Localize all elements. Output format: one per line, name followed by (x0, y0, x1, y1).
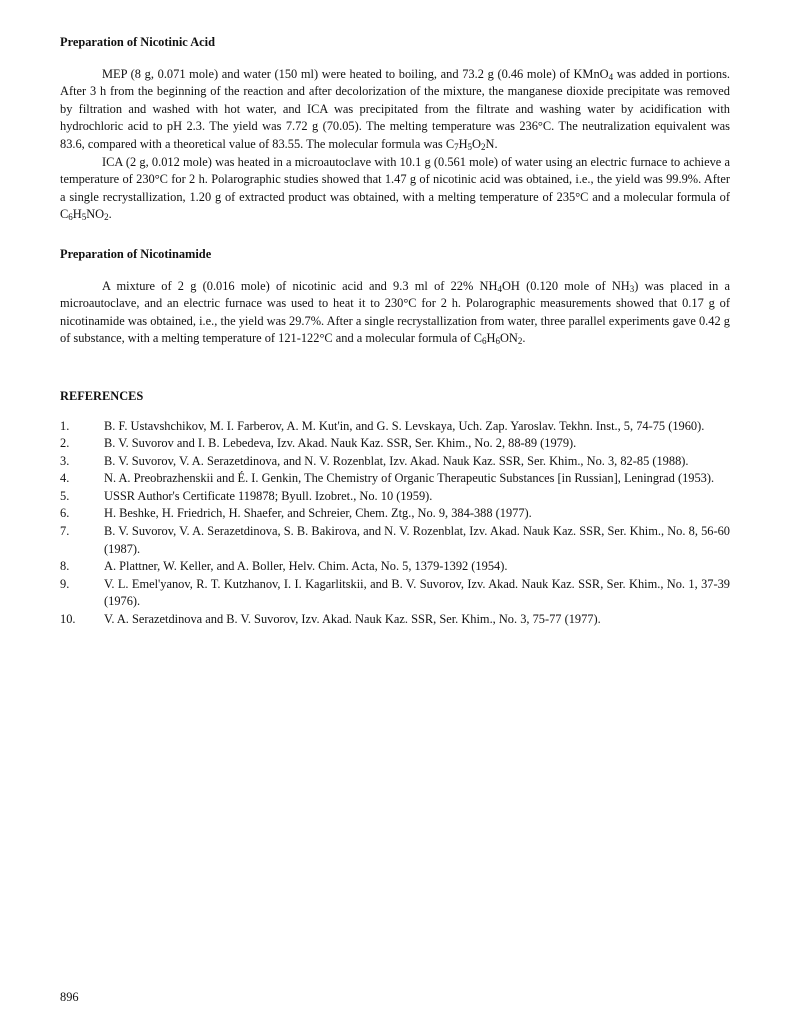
page-number: 896 (60, 990, 79, 1004)
reference-text: V. A. Serazetdinova and B. V. Suvorov, Izv. Akad. Nauk Kaz. SSR, Ser. Khim., No. 3, 75-77 (1977). (104, 612, 601, 627)
reference-text: B. V. Suvorov, V. A. Serazetdinova, S. B. Bakirova, and N. V. Rozenblat, Izv. Akad. Nauk Kaz. SSR, Ser. Khim., No. 8, 56-60 (1987). (104, 524, 730, 556)
reference-text: B. V. Suvorov, V. A. Serazetdinova, and N. V. Rozenblat, Izv. Akad. Nauk Kaz. SSR, Ser. Khim., No. 3, 82-85 (1988). (104, 453, 689, 468)
paragraph: MEP (8 g, 0.071 mole) and water (150 ml) were heated to boiling, and 73.2 g (0.46 mole) of KMnO$_4$ was added in portions. After 3 h from the beginning of the reaction and after decolorization of the mixture, the manganese dioxide precipitate was removed by filtration and washed with hot water, and ICA was precipitated from the filtrate and washing water by acidification with hydrochloric acid to pH 2.3. The yield was 7.72 g (70.05). The melting temperature was 236°C. The neutralization equivalent was 83.6, compared with a theoretical value of 83.55. The molecular formula was $C_7H_5O_2N$. (60, 66, 730, 152)
section-heading: Preparation of Nicotinic Acid (60, 35, 215, 49)
reference-item (60, 576, 730, 611)
reference-number: 6. (60, 506, 70, 521)
reference-item (60, 505, 730, 523)
reference-item (60, 611, 730, 629)
references-heading: REFERENCES (60, 388, 144, 403)
reference-text: N. A. Preobrazhenskii and É. I. Genkin, The Chemistry of Organic Therapeutic Substances [in Russian], Leningrad (1953). (104, 471, 715, 486)
section-nicotinamide (60, 246, 730, 348)
paragraph: ICA (2 g, 0.012 mole) was heated in a microautoclave with 10.1 g (0.561 mole) of water using an electric furnace to achieve a temperature of 230°C for 2 h. Polarographic studies showed that 1.47 g of nicotinic acid was obtained, i.e., the yield was 99.9%. After a single recrystallization, 1.20 g of extracted product was obtained, with a melting temperature of 235°C and a molecular formula of $C_6H_5NO_2$. (60, 154, 730, 223)
reference-text: A. Plattner, W. Keller, and A. Boller, Helv. Chim. Acta, No. 5, 1379-1392 (1954). (104, 559, 508, 574)
reference-number: 10. (60, 612, 76, 627)
paragraph: A mixture of 2 g (0.016 mole) of nicotinic acid and 9.3 ml of 22% $NH_4OH$ (0.120 mole of $NH_3$) was placed in a microautoclave, and an electric furnace was used to heat it to 230°C for 2 h. Polarographic measurements showed that 0.17 g of nicotinamide was obtained, i.e., the yield was 29.7%. After a single recrystallization from water, three parallel experiments gave 0.42 g of substance, with a melting temperature of 121-122°C and a molecular formula of $C_6H_6ON_2$. (60, 278, 730, 347)
reference-text: B. F. Ustavshchikov, M. I. Farberov, A. M. Kut'in, and G. S. Levskaya, Uch. Zap. Yaroslav. Tekhn. Inst., 5, 74-75 (1960). (104, 418, 705, 433)
reference-list (60, 418, 730, 629)
reference-item (60, 453, 730, 471)
reference-text: V. L. Emel'yanov, R. T. Kutzhanov, I. I. Kagarlitskii, and B. V. Suvorov, Izv. Akad. Nauk Kaz. SSR, Ser. Khim., No. 1, 37-39 (1976). (104, 576, 730, 609)
reference-number: 4. (60, 471, 70, 486)
reference-item (60, 558, 730, 576)
reference-item (60, 488, 730, 506)
reference-text: B. V. Suvorov and I. B. Lebedeva, Izv. Akad. Nauk Kaz. SSR, Ser. Khim., No. 2, 88-89 (1979). (104, 436, 577, 451)
reference-item (60, 435, 730, 453)
reference-number: 9. (60, 576, 70, 591)
reference-number: 1. (60, 418, 70, 433)
section-nicotinic-acid (60, 34, 730, 224)
reference-item (60, 418, 730, 436)
page-body (60, 34, 730, 629)
reference-item (60, 523, 730, 558)
reference-number: 7. (60, 524, 70, 539)
reference-number: 8. (60, 559, 70, 574)
reference-text: USSR Author's Certificate 119878; Byull. Izobret., No. 10 (1959). (104, 488, 433, 503)
reference-item (60, 470, 730, 488)
reference-text: H. Beshke, H. Friedrich, H. Shaefer, and Schreier, Chem. Ztg., No. 9, 384-388 (1977). (104, 506, 532, 521)
reference-number: 5. (60, 488, 70, 503)
section-heading: Preparation of Nicotinamide (60, 246, 212, 261)
reference-number: 3. (60, 453, 70, 468)
reference-number: 2. (60, 436, 70, 451)
